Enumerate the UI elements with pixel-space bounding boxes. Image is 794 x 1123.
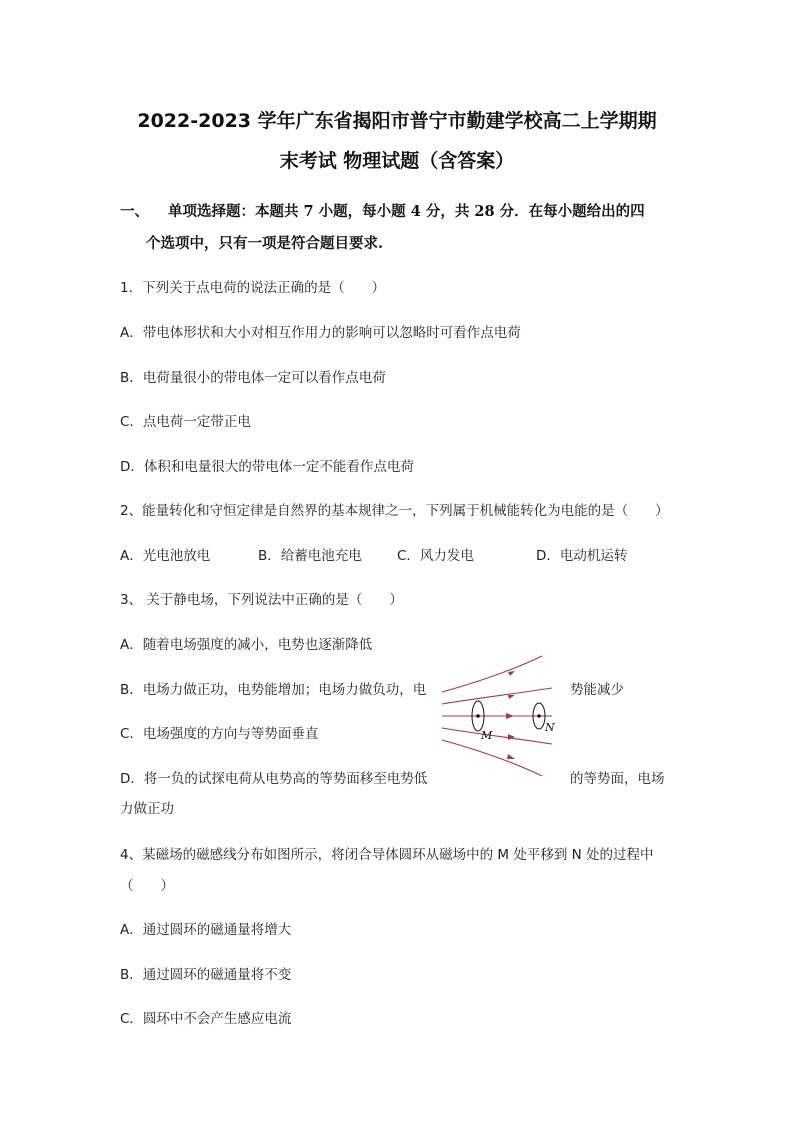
arrow-icon <box>508 671 515 676</box>
field-arrows <box>506 671 515 759</box>
field-line <box>442 656 542 692</box>
q3-option-d-left: D．将一负的试探电荷从电势高的等势面移至电势低 <box>120 771 428 787</box>
point-m-dot <box>476 714 480 718</box>
q4-stem-line-1: 4、某磁场的磁感线分布如图所示，将闭合导体圆环从磁场中的 M 处平移到 N 处的过程中 <box>120 847 654 863</box>
field-line <box>442 688 552 704</box>
magnetic-field-figure <box>438 652 556 776</box>
field-line <box>442 740 542 776</box>
section-heading-line-1: 单项选择题：本题共 7 小题，每小题 4 分，共 28 分．在每小题给出的四 <box>168 203 645 220</box>
q4-option-a: A．通过圆环的磁通量将增大 <box>120 922 292 938</box>
q1-option-a: A．带电体形状和大小对相互作用力的影响可以忽略时可看作点电荷 <box>120 325 521 341</box>
arrow-icon <box>507 754 515 759</box>
q2-stem: 2、能量转化和守恒定律是自然界的基本规律之一，下列属于机械能转化为电能的是（ ） <box>120 503 669 519</box>
field-lines <box>442 656 552 776</box>
q4-option-c: C．圆环中不会产生感应电流 <box>120 1011 292 1027</box>
q3-option-b-right: 势能减少 <box>570 682 624 698</box>
q3-option-d-right: 的等势面，电场 <box>570 771 665 787</box>
q1-option-b: B．电荷量很小的带电体一定可以看作点电荷 <box>120 370 386 386</box>
q4-option-b: B．通过圆环的磁通量将不变 <box>120 967 292 983</box>
section-number: 一、 <box>120 203 149 220</box>
q3-option-b-left: B．电场力做正功，电势能增加；电场力做负功，电 <box>120 682 427 698</box>
q2-option-d: D．电动机运转 <box>536 548 628 564</box>
q1-option-c: C．点电荷一定带正电 <box>120 414 251 430</box>
q2-option-c: C．风力发电 <box>397 548 474 564</box>
label-n: N <box>545 721 555 734</box>
point-n-dot <box>537 714 541 718</box>
arrow-icon <box>506 713 514 719</box>
q3-stem: 3、 关于静电场，下列说法中正确的是（ ） <box>120 592 403 608</box>
title-line-1: 2022-2023 学年广东省揭阳市普宁市勤建学校高二上学期期 <box>137 110 657 132</box>
q3-option-d-line-2: 力做正功 <box>120 801 174 817</box>
field-line <box>442 728 552 744</box>
title-line-2: 末考试 物理试题（含答案） <box>279 150 515 172</box>
arrow-icon <box>508 734 515 740</box>
label-m: M <box>481 729 493 742</box>
q1-stem: 1．下列关于点电荷的说法正确的是（ ） <box>120 280 386 296</box>
q2-option-a: A．光电池放电 <box>120 548 211 564</box>
q3-option-c: C．电场强度的方向与等势面垂直 <box>120 726 319 742</box>
q4-stem-line-2: （ ） <box>120 878 174 894</box>
q2-option-b: B．给蓄电池充电 <box>258 548 362 564</box>
section-heading-line-2: 个选项中，只有一项是符合题目要求. <box>146 235 384 252</box>
arrow-icon <box>508 695 515 699</box>
q1-option-d: D．体积和电量很大的带电体一定不能看作点电荷 <box>120 459 414 475</box>
q3-option-a: A．随着电场强度的减小，电势也逐渐降低 <box>120 637 373 653</box>
